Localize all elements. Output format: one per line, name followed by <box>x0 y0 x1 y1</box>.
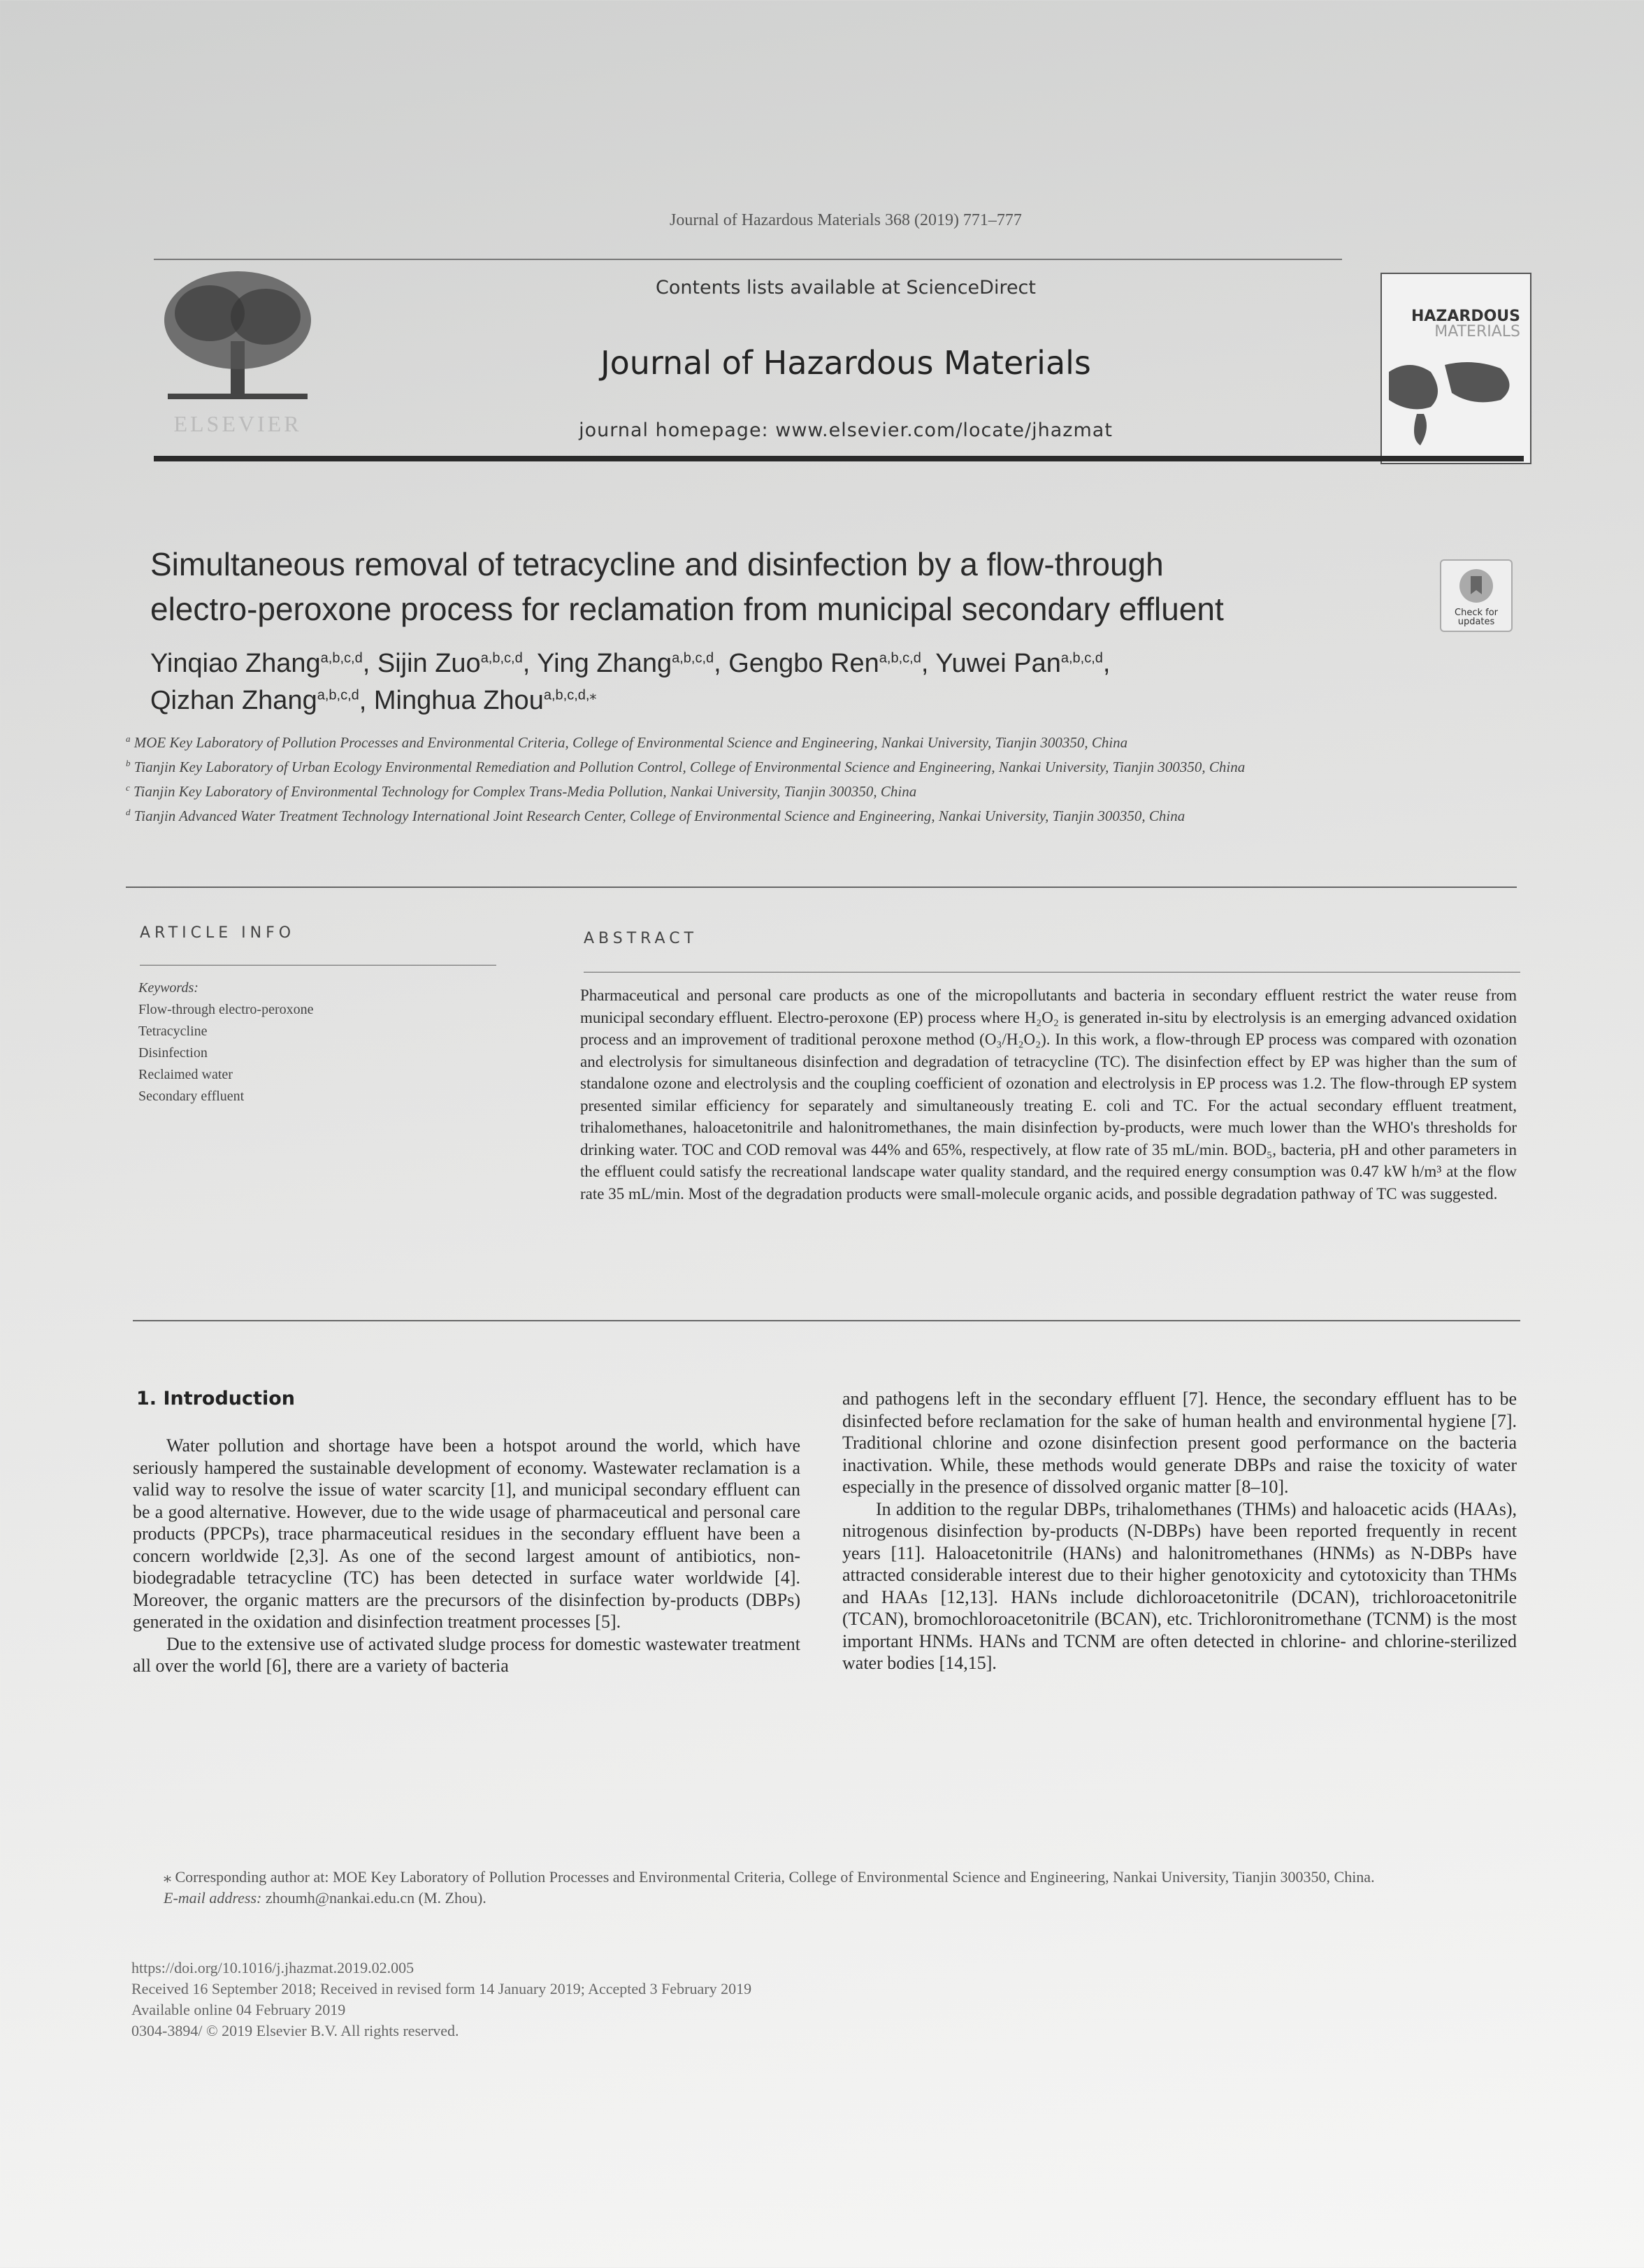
article-title <box>150 542 1224 631</box>
paragraph: Water pollution and shortage have been a hotspot around the world, which have seriously hampered the sustainable development of economy. Wastewater reclamation is a valid way to resolve the issue of water scarcity [1], and municipal secondary effluent can be a good alternative. However, due to the wide usage of pharmaceutical and personal care products (PPCPs), trace pharmaceutical residues in the secondary effluent have been a concern worldwide [2,3]. As one of the second largest amount of antibiotics, non-biodegradable tetracycline (TC) has been detected in surface water worldwide [4]. Moreover, the organic matters are the precursors of the disinfection by-products (DBPs) generated in the oxidation and disinfection treatment processes [5]. <box>133 1435 800 1632</box>
available-online: Available online 04 February 2019 <box>131 2001 346 2018</box>
abstract-end-rule <box>133 1320 1520 1321</box>
affiliations <box>126 729 1356 826</box>
footnote <box>131 1867 1515 1909</box>
title-line-2: electro-peroxone process for reclamation from municipal secondary effluent <box>150 591 1224 627</box>
paragraph: and pathogens left in the secondary effluent [7]. Hence, the secondary effluent has to be disinfected before reclamation for the sake of human health and environmental hygiene [7]. Traditional chlorine and ozone disinfection present good performance on the bacteria inactivation. While, these methods would generate DBPs and raise the toxicity of water especially in the presence of dissolved organic matter [8–10]. <box>842 1388 1517 1497</box>
journal-cover-image <box>1380 273 1531 464</box>
affiliation: $^c$ Tianjin Key Laboratory of Environmental Technology for Complex Trans-Media Pollution, Nankai University, Tianjin 300350, China <box>126 782 917 800</box>
left-column <box>133 1435 800 1677</box>
author[interactable]: Yuwei Pan$^{a,b,c,d}$ <box>935 648 1103 678</box>
keyword: Secondary effluent <box>138 1089 245 1104</box>
received-dates: Received 16 September 2018; Received in revised form 14 January 2019; Accepted 3 February 2019 <box>131 1980 752 1997</box>
author[interactable]: Sijin Zuo$^{a,b,c,d}$ <box>377 648 523 678</box>
paragraph: Due to the extensive use of activated sludge process for domestic wastewater treatment all over the world [6], there are a variety of bacteria <box>133 1633 800 1676</box>
journal-homepage-link[interactable]: journal homepage: www.elsevier.com/locate/jhazmat <box>579 419 1113 441</box>
keyword: Reclaimed water <box>138 1067 233 1082</box>
keywords <box>138 977 313 1107</box>
author[interactable]: Qizhan Zhang$^{a,b,c,d}$ <box>150 686 359 716</box>
header-rule <box>154 259 1342 260</box>
check-for-updates-button[interactable] <box>1440 559 1513 632</box>
abstract-heading: ABSTRACT <box>584 930 698 947</box>
copyright: 0304-3894/ © 2019 Elsevier B.V. All rights reserved. <box>131 2022 459 2039</box>
section-heading: 1. Introduction <box>136 1388 295 1409</box>
email-link[interactable]: zhoumh@nankai.edu.cn (M. Zhou). <box>265 1889 486 1907</box>
keyword: Tetracycline <box>138 1024 208 1039</box>
affiliations-rule <box>126 887 1517 888</box>
paragraph: In addition to the regular DBPs, trihalomethanes (THMs) and haloacetic acids (HAAs), nitrogenous disinfection by-products (N-DBPs) have been reported frequently in recent years [11]. Haloacetonitrile (HANs) and halonitromethanes (HNMs) as N-DBPs have attracted considerable interest due to their higher genotoxicity and cytotoxicity than THMs and HAAs [12,13]. HANs include dichloroacetonitrile (DCAN), trichloroacetonitrile (TCAN), bromochloroacetonitrile (BCAN), etc. Trichloronitromethane (TCNM) is the most important HNMs. HANs and TCNM are often detected in chlorine- and chlorine-sterilized water bodies [14,15]. <box>842 1498 1517 1673</box>
world-map-icon <box>1382 274 1530 463</box>
article-metadata <box>131 1958 751 2041</box>
author[interactable]: Minghua Zhou$^{a,b,c,d,⁎}$ <box>373 686 597 716</box>
author[interactable]: Yinqiao Zhang$^{a,b,c,d}$ <box>150 648 363 678</box>
bookmark-icon <box>1455 565 1497 607</box>
running-head: Journal of Hazardous Materials 368 (2019) 771–777 <box>670 211 1022 229</box>
affiliation: $^b$ Tianjin Key Laboratory of Urban Ecology Environmental Remediation and Pollution Control, College of Environmental Science and Engineering, Nankai University, Tianjin 300350, China <box>126 758 1246 775</box>
corresponding-author-note: ⁎ Corresponding author at: MOE Key Laboratory of Pollution Processes and Environmental Criteria, College of Environmental Science and Engineering, Nankai University, Tianjin 300350, China. <box>164 1868 1375 1886</box>
publisher-logo-text: ELSEVIER <box>173 411 302 436</box>
author[interactable]: Ying Zhang$^{a,b,c,d}$ <box>537 648 714 678</box>
right-column <box>842 1388 1517 1674</box>
title-line-1: Simultaneous removal of tetracycline and disinfection by a flow-through <box>150 546 1164 582</box>
cover-subtitle: MATERIALS <box>1434 323 1520 340</box>
affiliation: $^a$ MOE Key Laboratory of Pollution Processes and Environmental Criteria, College of Environmental Science and Engineering, Nankai University, Tianjin 300350, China <box>126 733 1128 751</box>
affiliation: $^d$ Tianjin Advanced Water Treatment Technology International Joint Research Center, College of Environmental Science and Engineering, Nankai University, Tianjin 300350, China <box>126 807 1185 824</box>
article-info-rule <box>140 965 496 966</box>
author-list: Yinqiao Zhang$^{a,b,c,d}$, Sijin Zuo$^{a,b,c,d}$, Ying Zhang$^{a,b,c,d}$, Gengbo Ren$^{a,b,c,d}$, Yuwei Pan$^{a,b,c,d}$, Qizhan Zhang$^{a,b,c,d}$, Minghua Zhou$^{a,b,c,d,⁎}$ <box>150 648 1111 716</box>
doi-link[interactable]: https://doi.org/10.1016/j.jhazmat.2019.02.005 <box>131 1959 414 1976</box>
keyword: Flow-through electro-peroxone <box>138 1002 314 1017</box>
abstract-text: Pharmaceutical and personal care products as one of the micropollutants and bacteria in secondary effluent restrict the water reuse from municipal secondary effluent. Electro-peroxone (EP) process where H₂O₂ is generated in-situ by electrolysis is an emerging advanced oxidation process and an improvement of traditional peroxone method (O₃/H₂O₂). In this work, a flow-through EP process was compared with ozonation and electrolysis for simultaneous disinfection and degradation of tetracycline (TC). The disinfection effect by EP was higher than the sum of standalone ozone and electrolysis and the coupling coefficient of ozonation and electrolysis in EP process was 1.2. The flow-through EP system presented similar efficiency for separately and simultaneously treating E. coli and TC. For the actual secondary effluent treatment, trihalomethanes, haloacetonitrile and halonitromethanes, the main disinfection by-products, were much lower than the WHO's thresholds for drinking water. TOC and COD removal was 44% and 65%, respectively, at flow rate of 35 mL/min. BOD₅, bacteria, pH and other parameters in the effluent could satisfy the recreational landscape water quality standard, and the required energy consumption was 0.47 kW h/m³ at the flow rate 35 mL/min. Most of the degradation products were small-molecule organic acids, and possible degradation pathway of TC was suggested. <box>580 986 1517 1203</box>
email-label: E-mail address: <box>164 1889 262 1907</box>
author[interactable]: Gengbo Ren$^{a,b,c,d}$ <box>728 648 921 678</box>
journal-title: Journal of Hazardous Materials <box>600 344 1091 382</box>
contents-line: Contents lists available at ScienceDirect <box>655 277 1036 299</box>
keywords-label: Keywords: <box>138 980 199 996</box>
keyword: Disinfection <box>138 1045 208 1061</box>
check-for-updates-label: Check for updates <box>1455 608 1498 627</box>
cover-title: HAZARDOUS <box>1411 308 1520 325</box>
article-info-heading: ARTICLE INFO <box>140 924 296 942</box>
masthead-rule <box>154 456 1524 461</box>
